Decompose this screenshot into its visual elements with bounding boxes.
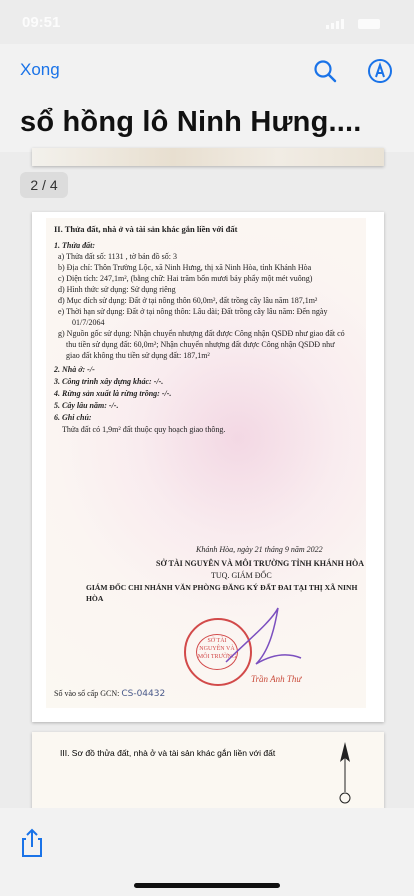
gcn-value: CS-04432: [121, 689, 166, 699]
markup-icon[interactable]: [367, 58, 393, 84]
document-page[interactable]: [32, 212, 384, 722]
doc-line: c) Diện tích: 247,1m², (bằng chữ: Hai trăm bốn mươi bảy phẩy một mét vuông): [58, 274, 313, 283]
doc-line: b) Địa chỉ: Thôn Trường Lộc, xã Ninh Hưng, thị xã Ninh Hòa, tỉnh Khánh Hòa: [58, 263, 312, 272]
home-indicator: [134, 883, 280, 888]
director-title: GIÁM ĐỐC CHI NHÁNH VĂN PHÒNG ĐĂNG KÝ ĐẤT ĐAI TẠI THỊ XÃ NINH HÒA: [86, 583, 358, 603]
done-button[interactable]: Xong: [20, 60, 60, 79]
seal-text: SỞ TÀI NGUYÊN VÀ MÔI TRƯỜNG: [196, 634, 238, 670]
doc-line: 1. Thửa đất:: [54, 241, 96, 250]
nav-bar: [0, 44, 414, 96]
title-bar: [0, 96, 414, 152]
certificate-sheet: [46, 218, 366, 708]
doc-line: 6. Ghi chú:: [54, 413, 92, 422]
doc-line: d) Hình thức sử dụng: Sử dụng riêng: [58, 285, 176, 294]
status-time: 09:51: [22, 14, 61, 31]
signing-date: Khánh Hòa, ngày 21 tháng 9 năm 2022: [196, 545, 323, 554]
doc-line: 3. Công trình xây dựng khác: -/-.: [54, 377, 164, 386]
doc-line: e) Thời hạn sử dụng: Đất ở tại nông thôn: Lâu dài; Đất trồng cây lâu năm: Đến ngày: [58, 307, 328, 316]
north-arrow-icon: [338, 742, 352, 812]
doc-line: đ) Mục đích sử dụng: Đất ở tại nông thôn 60,0m², đất trồng cây lâu năm 187,1m²: [58, 296, 318, 305]
gcn-number: [54, 688, 165, 700]
signer-name: Trần Anh Thư: [251, 674, 302, 684]
issuing-org: SỞ TÀI NGUYÊN VÀ MÔI TRƯỜNG TỈNH KHÁNH HÒA: [156, 559, 365, 568]
doc-line: 5. Cây lâu năm: -/-.: [54, 401, 119, 410]
page-indicator: 2 / 4: [20, 172, 68, 198]
search-icon[interactable]: [312, 58, 338, 84]
doc-line: a) Thửa đất số: 1131 , tờ bản đồ số: 3: [58, 252, 177, 261]
signature: [216, 602, 306, 672]
page-title: sổ hồng lô Ninh Hưng....: [20, 106, 362, 138]
doc-line: 01/7/2064: [72, 318, 105, 327]
share-icon[interactable]: [20, 828, 44, 858]
next-section-header: III. Sơ đồ thửa đất, nhà ở và tài sản khác gắn liền với đất: [60, 748, 276, 758]
authority-line: TUQ. GIÁM ĐỐC: [211, 571, 272, 580]
doc-line: giao đất không thu tiền sử dụng đất: 187,1m²: [66, 351, 210, 360]
section-header: II. Thửa đất, nhà ở và tài sản khác gắn liền với đất: [54, 224, 238, 234]
gcn-label: Số vào sổ cấp GCN:: [54, 689, 120, 698]
doc-line: 4. Rừng sản xuất là rừng trồng: -/-.: [54, 389, 172, 398]
signal-icon: [326, 16, 386, 28]
previous-page-edge[interactable]: [32, 148, 384, 166]
doc-line: thu tiền sử dụng đất: 60,0m²; Nhận chuyển nhượng đất được Công nhận QSDĐ như: [66, 340, 335, 349]
doc-line: 2. Nhà ở: -/-: [54, 365, 95, 374]
status-bar: [0, 0, 414, 44]
doc-line: g) Nguồn gốc sử dụng: Nhận chuyển nhượng đất được Công nhận QSDĐ như giao đất có: [58, 329, 345, 338]
doc-line: Thửa đất có 1,9m² đất thuộc quy hoạch giao thông.: [62, 425, 226, 434]
